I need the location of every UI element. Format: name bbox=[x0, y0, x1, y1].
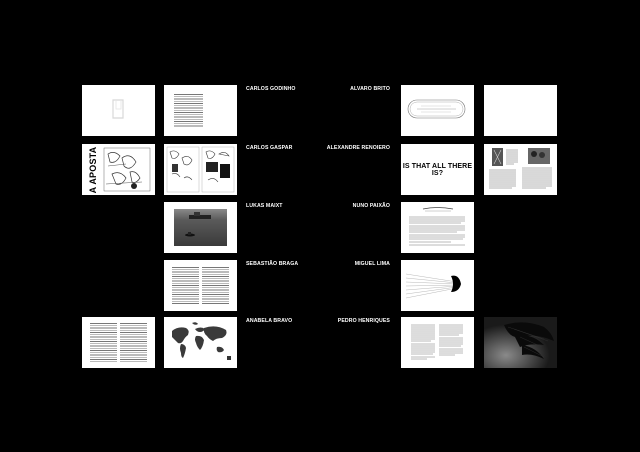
artist-name-anabela-bravo: ANABELA BRAVO bbox=[246, 318, 293, 324]
world-map-graphic bbox=[164, 317, 237, 368]
page-renoiero-1 bbox=[401, 144, 474, 195]
page-bravo-1 bbox=[82, 317, 155, 368]
text-page-graphic bbox=[401, 317, 474, 368]
artist-name-alvaro-brito: ALVARO BRITO bbox=[350, 86, 390, 92]
page-renoiero-2 bbox=[484, 144, 557, 195]
text-block bbox=[90, 322, 147, 363]
artist-name-pedro-henriques: PEDRO HENRIQUES bbox=[337, 318, 390, 324]
text-page-graphic bbox=[401, 202, 474, 253]
page-henriques-2 bbox=[484, 317, 557, 368]
page-henriques-1 bbox=[401, 317, 474, 368]
square-outline-graphic bbox=[82, 85, 155, 136]
comic-pages-graphic bbox=[164, 144, 237, 195]
artist-name-miguel-lima: MIGUEL LIMA bbox=[354, 261, 390, 267]
artist-name-nuno-paixao: NUNO PAIXÃO bbox=[352, 203, 390, 209]
page-godinho-2 bbox=[164, 85, 237, 136]
article-spread-graphic bbox=[484, 144, 557, 195]
text-block bbox=[172, 266, 229, 305]
oval-drawing-graphic bbox=[401, 85, 474, 136]
page-braga bbox=[164, 260, 237, 311]
page-gaspar-2 bbox=[164, 144, 237, 195]
light-rays-graphic bbox=[401, 260, 474, 311]
page-maixt bbox=[164, 202, 237, 253]
photo-ship-graphic bbox=[164, 202, 237, 253]
artist-name-carlos-godinho: CARLOS GODINHO bbox=[246, 86, 296, 92]
page-lima bbox=[401, 260, 474, 311]
page-brito-2 bbox=[484, 85, 557, 136]
question-headline: IS THAT ALL THERE IS? bbox=[402, 163, 473, 177]
page-gaspar-1 bbox=[82, 144, 155, 195]
feathers-photo-graphic bbox=[484, 317, 557, 368]
artist-name-sebastiao-braga: SEBASTIÃO BRAGA bbox=[246, 261, 299, 267]
page-godinho-1 bbox=[82, 85, 155, 136]
artist-name-alexandre-renoiero: ALEXANDRE RENOIERO bbox=[326, 145, 390, 151]
page-bravo-2 bbox=[164, 317, 237, 368]
page-paixao bbox=[401, 202, 474, 253]
artist-name-lukas-maixt: LUKAS MAIXT bbox=[246, 203, 283, 209]
artist-name-carlos-gaspar: CARLOS GASPAR bbox=[246, 145, 293, 151]
text-block bbox=[174, 93, 203, 128]
cover-title: A APOSTA bbox=[88, 146, 98, 194]
page-brito-1 bbox=[401, 85, 474, 136]
